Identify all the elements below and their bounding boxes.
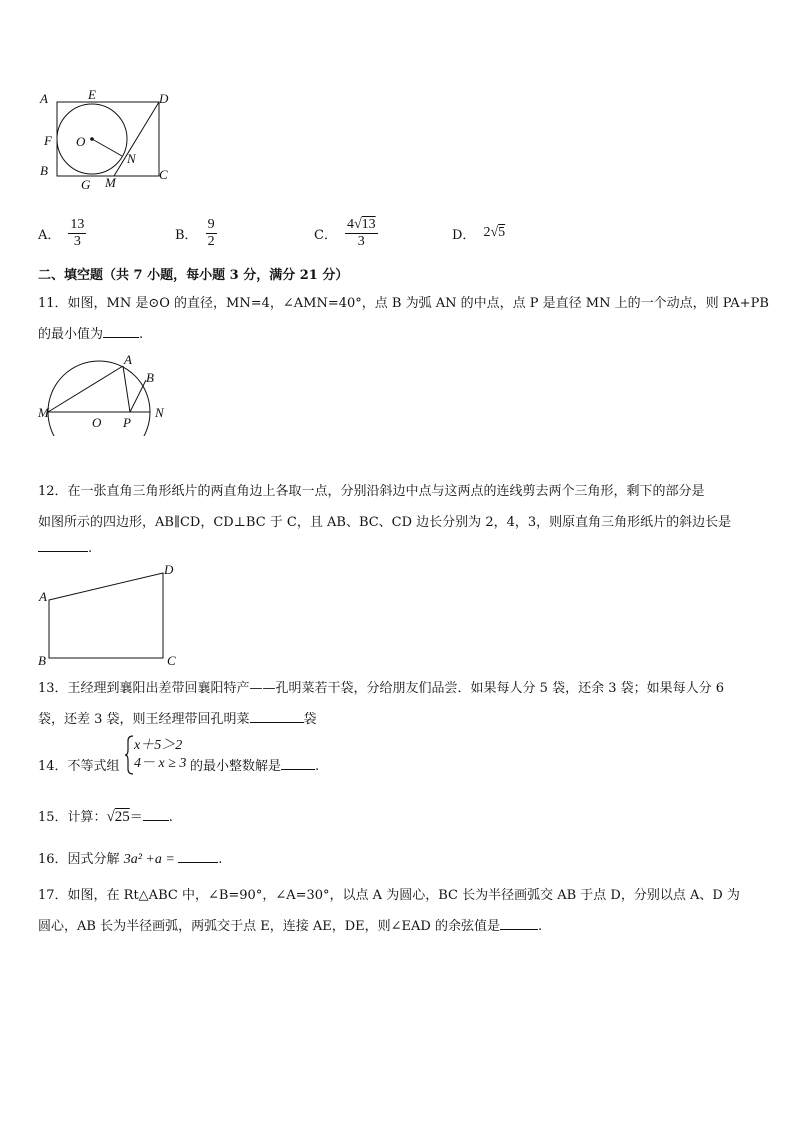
fraction-denominator: 3 (357, 233, 365, 249)
q10-rectangle (57, 102, 159, 176)
q10-label-c: C (159, 167, 168, 182)
q15-text: 15．计算： (38, 810, 107, 825)
q10-label-g: G (81, 177, 91, 192)
q13-unit: 袋 (303, 712, 317, 727)
inequality-rows (134, 737, 186, 773)
q12-period: . (88, 541, 93, 556)
q10-option-d (452, 213, 505, 253)
q14-text: 的最小整数解是 (190, 759, 282, 774)
q12-line1: 12．在一张直角三角形纸片的两直角边上各取一点，分别沿斜边中点与这两点的连线剪去两个三角形，剩下的部分是 (38, 484, 705, 499)
fraction-denominator: 3 (73, 233, 81, 249)
q10-label-b: B (40, 163, 48, 178)
answer-blank[interactable] (250, 722, 304, 723)
q17-text: 圆心，AB 长为半径画弧，两弧交于点 E，连接 AE，DE，则∠EAD 的余弦值是 (38, 919, 500, 934)
answer-blank[interactable] (38, 551, 88, 552)
q14-inequality-system (124, 735, 186, 775)
q15-line (38, 806, 173, 826)
q11-label-o: O (92, 415, 102, 430)
answer-blank[interactable] (103, 337, 139, 338)
radical-coefficient: 4 (346, 217, 354, 233)
q17-line1: 17．如图，在 Rt△ABC 中，∠B=90°，∠A=30°，以点 A 为圆心，BC 长为半径画弧交 AB 于点 D，分别以点 A、D 为 (38, 888, 740, 903)
q10-label-f: F (44, 133, 52, 148)
brace-icon (124, 735, 134, 775)
q11-label-m: M (38, 405, 49, 420)
q11-chord-ma (48, 366, 123, 412)
option-radical: 2√5 (483, 225, 506, 240)
fraction-denominator: 2 (207, 233, 215, 249)
q14-tail (190, 755, 319, 774)
q16-line (38, 848, 222, 868)
q13-line1: 13．王经理到襄阳出差带回襄阳特产——孔明菜若干袋，分给朋友们品尝．如果每人分 5 袋，还余 3 袋；如果每人分 6 (38, 681, 725, 696)
q10-segment-dm (114, 102, 159, 176)
inequality-row: 4－ x ≥ 3 (134, 756, 187, 771)
q10-label-n: N (127, 151, 136, 166)
option-letter: B． (175, 227, 198, 243)
q10-label-m: M (105, 175, 116, 190)
q12-label-b: B (38, 653, 46, 668)
q13-line2 (38, 708, 317, 727)
q12-label-c: C (167, 653, 176, 668)
answer-blank[interactable] (500, 929, 538, 930)
answer-blank[interactable] (178, 862, 218, 863)
option-fraction (206, 217, 217, 249)
answer-blank[interactable] (281, 769, 315, 770)
q11-line1: 11．如图，MN 是⊙O 的直径，MN=4，∠AMN=40°，点 B 为弧 AN 的中点，点 P 是直径 MN 上的一个动点，则 PA+PB (38, 296, 769, 311)
q14-pre: 14．不等式组 (38, 759, 120, 774)
q12-figure (36, 562, 182, 668)
answer-blank[interactable] (143, 820, 169, 821)
section-heading: 二、填空题（共 7 小题，每小题 3 分，满分 21 分） (38, 268, 349, 283)
q12-label-a: A (39, 589, 47, 604)
fraction-numerator: 9 (207, 217, 215, 233)
option-letter: C． (314, 227, 337, 243)
q16-expression: 3a² +a = (123, 852, 179, 867)
fraction-numerator: 13 (70, 217, 85, 233)
option-letter: D． (452, 227, 476, 243)
radicand: 5 (498, 225, 506, 240)
q10-label-o: O (76, 134, 86, 149)
inequality-row: x＋5＞2 (134, 738, 183, 753)
q10-segment-on (92, 139, 122, 156)
q10-label-d: D (159, 91, 169, 106)
q12-quadrilateral (49, 573, 163, 658)
q11-label-n: N (155, 405, 164, 420)
q15-period: . (168, 810, 173, 825)
q11-label-b: B (146, 370, 154, 385)
q11-label-a: A (124, 352, 132, 367)
q16-text: 16．因式分解 (38, 852, 124, 867)
fraction-numerator: 4√13 (346, 217, 376, 233)
q10-option-a (38, 213, 86, 253)
radicand: 25 (114, 809, 130, 825)
q10-option-b (175, 213, 217, 253)
q17-period: . (537, 919, 543, 934)
q11-line2 (38, 323, 143, 342)
q15-radical: √25 (106, 809, 130, 825)
option-letter: A． (38, 227, 61, 243)
radicand: 13 (361, 217, 376, 233)
option-fraction (68, 217, 86, 249)
q14-period: . (315, 759, 320, 774)
q10-option-c (314, 213, 378, 253)
q12-line2: 如图所示的四边形，AB∥CD，CD⊥BC 于 C，且 AB、BC、CD 边长分别为 2，4，3，则原直角三角形纸片的斜边长是 (38, 515, 732, 530)
q11-label-p: P (123, 415, 131, 430)
option-fraction (345, 217, 378, 249)
q13-text: 袋，还差 3 袋，则王经理带回孔明菜 (38, 712, 250, 727)
q11-period: . (139, 327, 144, 342)
q17-line2 (38, 915, 542, 934)
q15-equals: ＝ (129, 810, 143, 825)
q11-segment-pb (130, 380, 146, 412)
q11-text: 的最小值为 (38, 327, 104, 342)
radical-coefficient: 2 (483, 225, 491, 240)
q11-segment-ap (123, 366, 130, 412)
q16-period: . (218, 852, 223, 867)
q10-label-a: A (40, 91, 48, 106)
q10-label-e: E (88, 87, 96, 102)
q12-line3 (38, 541, 92, 556)
q12-label-d: D (164, 562, 174, 577)
